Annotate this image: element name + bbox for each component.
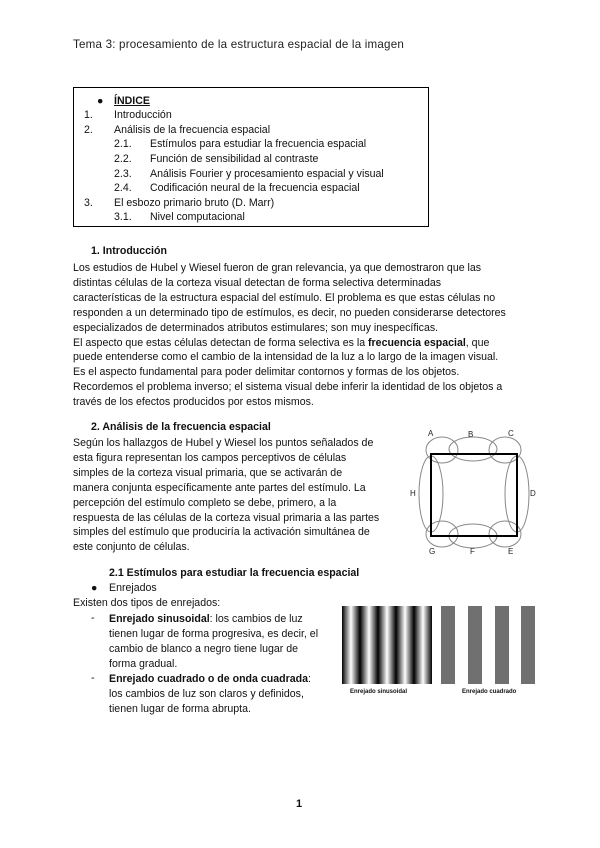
text-span: : los cambios de luz <box>209 613 303 625</box>
text-line: Según los hallazgos de Hubel y Wiesel los puntos señalados de <box>73 437 374 449</box>
text-line: forma gradual. <box>109 657 178 670</box>
text-line: puede entenderse como el cambio de la intensidad de la luz a lo largo de la imagen visual. <box>73 351 499 364</box>
text-line: Recordemos el problema inverso; el sistema visual debe inferir la identidad de los objetos a <box>73 381 503 394</box>
figure-label-f: F <box>470 547 475 556</box>
index-box <box>73 87 429 227</box>
intro-text: Existen dos tipos de enrejados: <box>73 597 221 609</box>
text-line: especializados de determinados atributos estimulares; son muy inespecíficas. <box>73 321 439 334</box>
text-line: los cambios de luz son claros y definidos, <box>109 687 304 700</box>
caption-sinusoidal: Enrejado sinusoidal <box>350 689 408 695</box>
text-line: simples del estímulo que produciría la activación simultánea de <box>73 526 370 539</box>
figure-label-d: D <box>530 489 536 498</box>
text-line: respuesta de las células de la corteza visual primaria a las partes <box>73 511 380 524</box>
section-paragraph <box>73 261 528 410</box>
index-item-label: Estímulos para estudiar la frecuencia espacial <box>150 138 367 150</box>
text-line: tienen lugar de forma progresiva, es decir, el <box>109 627 319 640</box>
section-heading: 2. Análisis de la frecuencia espacial <box>91 421 271 433</box>
text-line: características de la estructura espacial del estímulo. El problema es que estas células no <box>73 291 496 304</box>
text-line <box>109 672 311 687</box>
index-item-num: 2.1. <box>114 138 132 150</box>
page-number: 1 <box>296 798 303 810</box>
receptive-field-b <box>449 437 497 461</box>
grating-item-sinusoidal <box>109 612 318 672</box>
bullet-label: Enrejados <box>109 582 157 594</box>
section-heading: 1. Introducción <box>91 245 167 257</box>
text-line: tienen lugar de forma abrupta. <box>109 702 251 715</box>
bullet: ● <box>91 582 98 594</box>
section-paragraph <box>73 436 403 555</box>
text-line: manera conjunta específicamente ante partes del estímulo. La <box>73 481 366 494</box>
figure-label-b: B <box>468 430 474 439</box>
index-item-num: 2.2. <box>114 153 132 165</box>
index-item-label: El esbozo primario bruto (D. Marr) <box>114 197 275 209</box>
sinusoidal-grating-image <box>342 606 432 684</box>
receptive-fields-figure <box>405 426 545 558</box>
index-item-label: Nivel computacional <box>150 211 245 223</box>
caption-square: Enrejado cuadrado <box>462 689 517 695</box>
figure-label-h: H <box>410 489 416 498</box>
text-line: Es el aspecto fundamental para poder delimitar contornos y formas de los objetos. <box>73 366 460 379</box>
figure-label-a: A <box>428 429 434 438</box>
text-line: responden a un determinado tipo de estímulos, es decir, no pueden considerarse detectores <box>73 306 506 319</box>
index-item-label: Codificación neural de la frecuencia espacial <box>150 182 360 194</box>
bold-term: Enrejado cuadrado o de onda cuadrada <box>109 673 308 685</box>
index-bullet: ● <box>97 95 104 107</box>
index-item-num: 1. <box>84 109 93 121</box>
index-item-num: 3. <box>84 197 93 209</box>
index-item-label: Análisis de la frecuencia espacial <box>114 124 271 136</box>
square-grating-image <box>441 606 535 684</box>
index-item-label: Introducción <box>114 109 172 121</box>
text-line <box>109 612 318 627</box>
sinusoidal-grating <box>342 606 432 684</box>
text-line: través de los efectos producidos por estos mismos. <box>73 396 314 409</box>
index-item-num: 2. <box>84 124 93 136</box>
figure-label-g: G <box>429 547 436 556</box>
text-line: percepción del estímulo completo se debe, primero, a la <box>73 496 337 509</box>
index-item-num: 3.1. <box>114 211 132 223</box>
text-line: esta figura representan los campos perceptivos de células <box>73 451 347 464</box>
text-line: este conjunto de células. <box>73 541 190 554</box>
index-title: ÍNDICE <box>114 95 150 107</box>
text-span: : <box>307 673 311 685</box>
subsection-heading: 2.1 Estímulos para estudiar la frecuencia espacial <box>109 567 360 579</box>
dash: - <box>91 612 95 624</box>
text-line <box>73 336 528 351</box>
index-item-num: 2.3. <box>114 168 132 180</box>
index-item-label: Función de sensibilidad al contraste <box>150 153 319 165</box>
text-line: cambio de blanco a negro tiene lugar de <box>109 642 299 655</box>
text-line: simples de la corteza visual primaria, que se activarán de <box>73 466 343 479</box>
figure-label-c: C <box>508 429 514 438</box>
grating-item-square <box>109 672 311 717</box>
text-span: , que <box>465 336 490 349</box>
document-header: Tema 3: procesamiento de la estructura espacial de la imagen <box>73 38 405 51</box>
index-item-num: 2.4. <box>114 182 132 194</box>
bold-term: frecuencia espacial <box>368 336 466 349</box>
bold-term: Enrejado sinusoidal <box>109 613 210 625</box>
text-line: Los estudios de Hubel y Wiesel fueron de gran relevancia, ya que demostraron que las <box>73 262 482 274</box>
figure-label-e: E <box>508 547 514 556</box>
text-span: El aspecto que estas células detectan de forma selectiva es la <box>73 336 369 349</box>
dash: - <box>91 672 95 684</box>
text-line: distintas células de la corteza visual detectan de forma selectiva determinadas <box>73 276 442 289</box>
index-item-label: Análisis Fourier y procesamiento espacial y visual <box>150 168 384 180</box>
